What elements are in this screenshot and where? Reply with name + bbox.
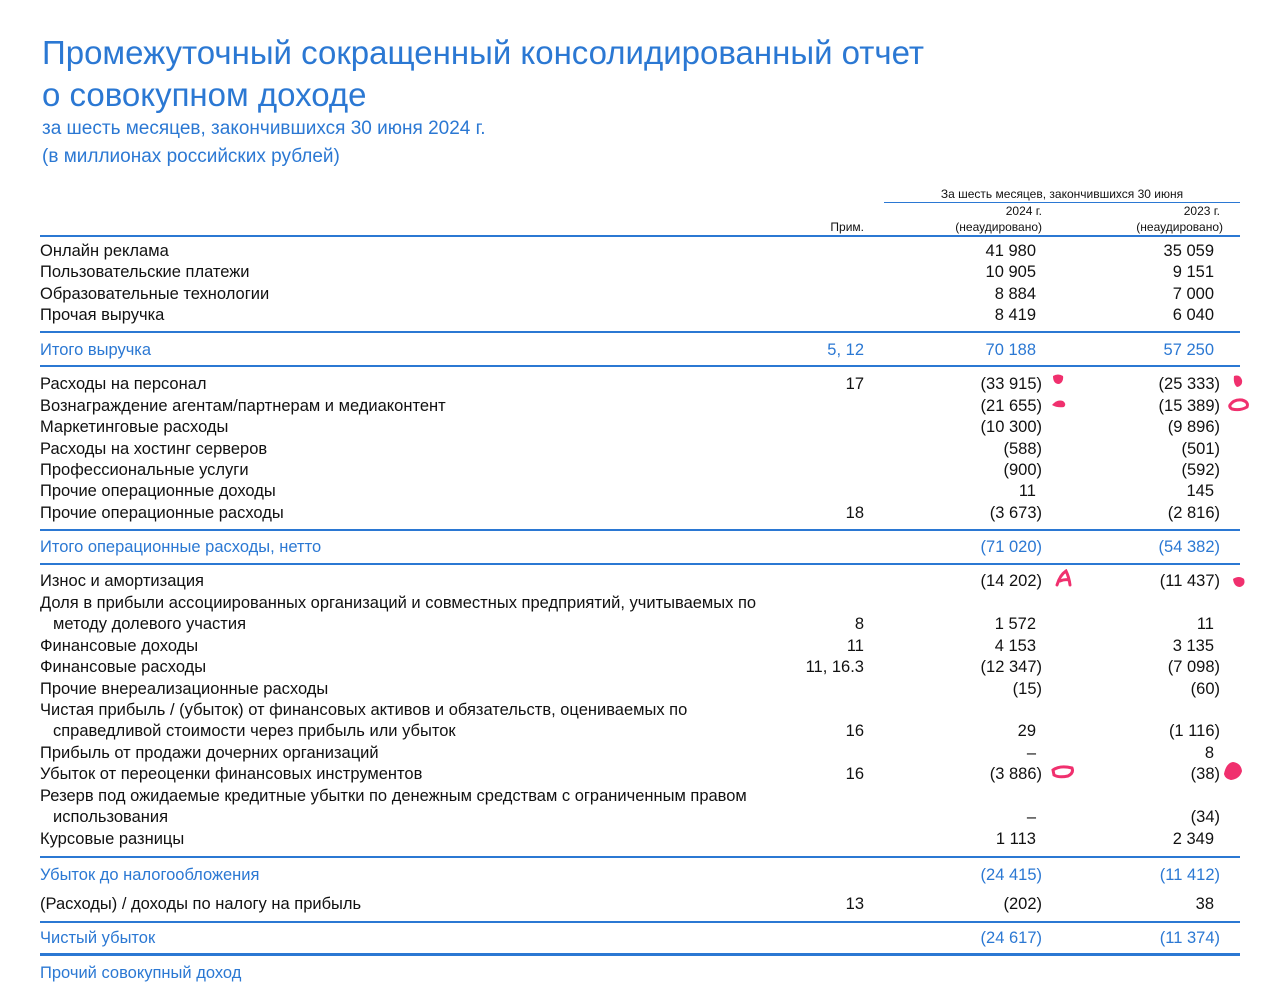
annotation-mark	[1050, 764, 1076, 780]
row-label: Профессиональные услуги	[40, 461, 249, 479]
table-row	[40, 262, 1240, 283]
row-label: Прибыль от продажи дочерних организаций	[40, 744, 379, 762]
row-label: Онлайн реклама	[40, 242, 169, 260]
table-row	[40, 657, 1240, 678]
row-note: 16	[845, 765, 864, 783]
value-2024: (202)	[1003, 895, 1042, 913]
annotation-mark	[1054, 569, 1074, 589]
period-header: За шесть месяцев, закончившихся 30 июня	[940, 187, 1184, 201]
value-2023: 38	[1195, 895, 1214, 913]
row-label: Чистый убыток	[40, 929, 156, 947]
report-subtitle: за шесть месяцев, закончившихся 30 июня 2024 г. (в миллионах российских рублей)	[42, 118, 486, 167]
table-row	[40, 503, 1240, 524]
value-2023: (9 896)	[1167, 418, 1220, 436]
total-row	[40, 928, 1240, 949]
value-2023: (11 437)	[1159, 572, 1220, 590]
annotation-mark	[1050, 373, 1066, 387]
table-row	[40, 439, 1240, 460]
year-2023-header: 2023 г.	[1183, 204, 1220, 218]
row-label: Маркетинговые расходы	[40, 418, 229, 436]
value-2024: (15)	[1012, 680, 1042, 698]
value-2023: (38)	[1190, 765, 1220, 783]
value-2023: 8	[1204, 744, 1214, 762]
table-row	[40, 305, 1240, 326]
row-label: Износ и амортизация	[40, 572, 204, 590]
annotation-mark	[1228, 397, 1250, 413]
table-row	[40, 593, 1240, 635]
row-label: (Расходы) / доходы по налогу на прибыль	[40, 895, 362, 913]
value-2024: 70 188	[985, 341, 1036, 359]
value-2023: (11 412)	[1159, 866, 1220, 884]
value-2023: (25 333)	[1158, 375, 1220, 393]
value-2023: 3 135	[1172, 637, 1214, 655]
value-2024: (21 655)	[980, 397, 1042, 415]
value-2024: –	[1026, 808, 1036, 826]
page-title: Промежуточный сокращенный консолидированный отчет о совокупном доходе	[42, 34, 924, 113]
value-2023: (592)	[1181, 461, 1220, 479]
value-2024: (33 915)	[980, 375, 1042, 393]
value-2024: (3 673)	[989, 504, 1042, 522]
row-label: Финансовые доходы	[40, 637, 199, 655]
value-2024: 1 113	[995, 830, 1036, 848]
divider-revenue-top	[40, 331, 1240, 333]
value-2024: (588)	[1003, 440, 1042, 458]
value-2023: (15 389)	[1158, 397, 1220, 415]
value-2023: 2 349	[1172, 830, 1214, 848]
value-2023: 9 151	[1172, 263, 1214, 281]
row-note: 5, 12	[827, 341, 864, 359]
value-2023: 35 059	[1163, 242, 1214, 260]
table-row	[40, 829, 1240, 850]
value-2024: 29	[1017, 722, 1036, 740]
row-label: Курсовые разницы	[40, 830, 185, 848]
annotation-mark	[1230, 574, 1248, 590]
value-2024: 4 153	[994, 637, 1036, 655]
divider-opex-top	[40, 529, 1240, 531]
value-2023: (501)	[1181, 440, 1220, 458]
value-2023: (7 098)	[1167, 658, 1220, 676]
value-2024: (71 020)	[980, 538, 1042, 556]
row-note: 11, 16.3	[805, 658, 864, 676]
row-label: Прочие операционные расходы	[40, 504, 284, 522]
table-row	[40, 417, 1240, 438]
value-2024: 8 419	[994, 306, 1036, 324]
table-row	[40, 241, 1240, 262]
row-note: 16	[845, 722, 864, 740]
row-label: Финансовые расходы	[40, 658, 207, 676]
value-2023: 57 250	[1163, 341, 1214, 359]
value-2023: (2 816)	[1167, 504, 1220, 522]
divider-net-top	[40, 921, 1240, 923]
table-row	[40, 679, 1240, 700]
value-2023: (1 116)	[1168, 722, 1220, 740]
annotation-mark	[1221, 760, 1245, 782]
row-note: 11	[846, 637, 864, 655]
divider-net-bottom	[40, 953, 1240, 956]
row-label: Прочий совокупный доход	[40, 964, 242, 982]
row-note: 18	[845, 504, 864, 522]
period-header-rule	[884, 202, 1240, 203]
row-label: Убыток до налогообложения	[40, 866, 260, 884]
row-label: Пользовательские платежи	[40, 263, 250, 281]
value-2024: 41 980	[985, 242, 1036, 260]
row-label: Расходы на хостинг серверов	[40, 440, 268, 458]
value-2023: (60)	[1190, 680, 1220, 698]
status-2023-header: (неаудировано)	[1136, 220, 1223, 234]
year-2024-header: 2024 г.	[1005, 204, 1042, 218]
row-note: 17	[845, 375, 864, 393]
value-2024: (10 300)	[980, 418, 1042, 436]
table-row	[40, 786, 1240, 828]
value-2023: (11 374)	[1159, 929, 1220, 947]
table-row	[40, 460, 1240, 481]
value-2023: 145	[1186, 482, 1214, 500]
row-label: Чистая прибыль / (убыток) от финансовых активов и обязательств, оцениваемых по справедливой стоимости через прибыль или убыток	[40, 701, 688, 740]
status-2024-header: (неаудировано)	[955, 220, 1042, 234]
value-2024: 8 884	[994, 285, 1036, 303]
divider-pretax-top	[40, 856, 1240, 858]
value-2024: (24 617)	[980, 929, 1042, 947]
value-2024: –	[1026, 744, 1036, 762]
row-label: Резерв под ожидаемые кредитные убытки по денежным средствам с ограниченным правом использования	[40, 787, 747, 826]
table-row	[40, 894, 1240, 915]
row-label: Итого выручка	[40, 341, 152, 359]
table-row	[40, 636, 1240, 657]
row-note: 8	[854, 615, 864, 633]
divider-revenue-bottom	[40, 365, 1240, 367]
value-2023: (54 382)	[1158, 538, 1220, 556]
row-label: Убыток от переоценки финансовых инструментов	[40, 765, 423, 783]
row-label: Образовательные технологии	[40, 285, 270, 303]
total-row	[40, 537, 1240, 558]
row-label: Итого операционные расходы, нетто	[40, 538, 322, 556]
header-rule	[40, 235, 1240, 237]
value-2023: (34)	[1190, 808, 1220, 826]
value-2024: 11	[1018, 482, 1036, 500]
value-2023: 7 000	[1172, 285, 1214, 303]
row-label: Прочая выручка	[40, 306, 165, 324]
row-label: Прочие внереализационные расходы	[40, 680, 329, 698]
value-2024: (24 415)	[980, 866, 1042, 884]
table-row	[40, 700, 1240, 742]
divider-opex-bottom	[40, 563, 1240, 565]
row-label: Вознаграждение агентам/партнерам и медиаконтент	[40, 397, 446, 415]
total-row	[40, 340, 1240, 361]
value-2024: (14 202)	[980, 572, 1042, 590]
note-column-header: Прим.	[830, 220, 864, 234]
total-row	[40, 963, 1240, 984]
row-note: 13	[845, 895, 864, 913]
row-label: Расходы на персонал	[40, 375, 207, 393]
table-row	[40, 481, 1240, 502]
value-2024: 10 905	[985, 263, 1036, 281]
total-row	[40, 865, 1240, 886]
value-2024: (3 886)	[989, 765, 1042, 783]
annotation-mark	[1230, 374, 1246, 390]
table-row	[40, 284, 1240, 305]
value-2023: 11	[1196, 615, 1214, 633]
annotation-mark	[1050, 398, 1068, 410]
value-2024: 1 572	[994, 615, 1036, 633]
value-2024: (12 347)	[980, 658, 1042, 676]
value-2023: 6 040	[1172, 306, 1214, 324]
table-row	[40, 743, 1240, 764]
row-label: Доля в прибыли ассоциированных организаций и совместных предприятий, учитываемых по методу долевого участия	[40, 594, 757, 633]
row-label: Прочие операционные доходы	[40, 482, 276, 500]
value-2024: (900)	[1003, 461, 1042, 479]
